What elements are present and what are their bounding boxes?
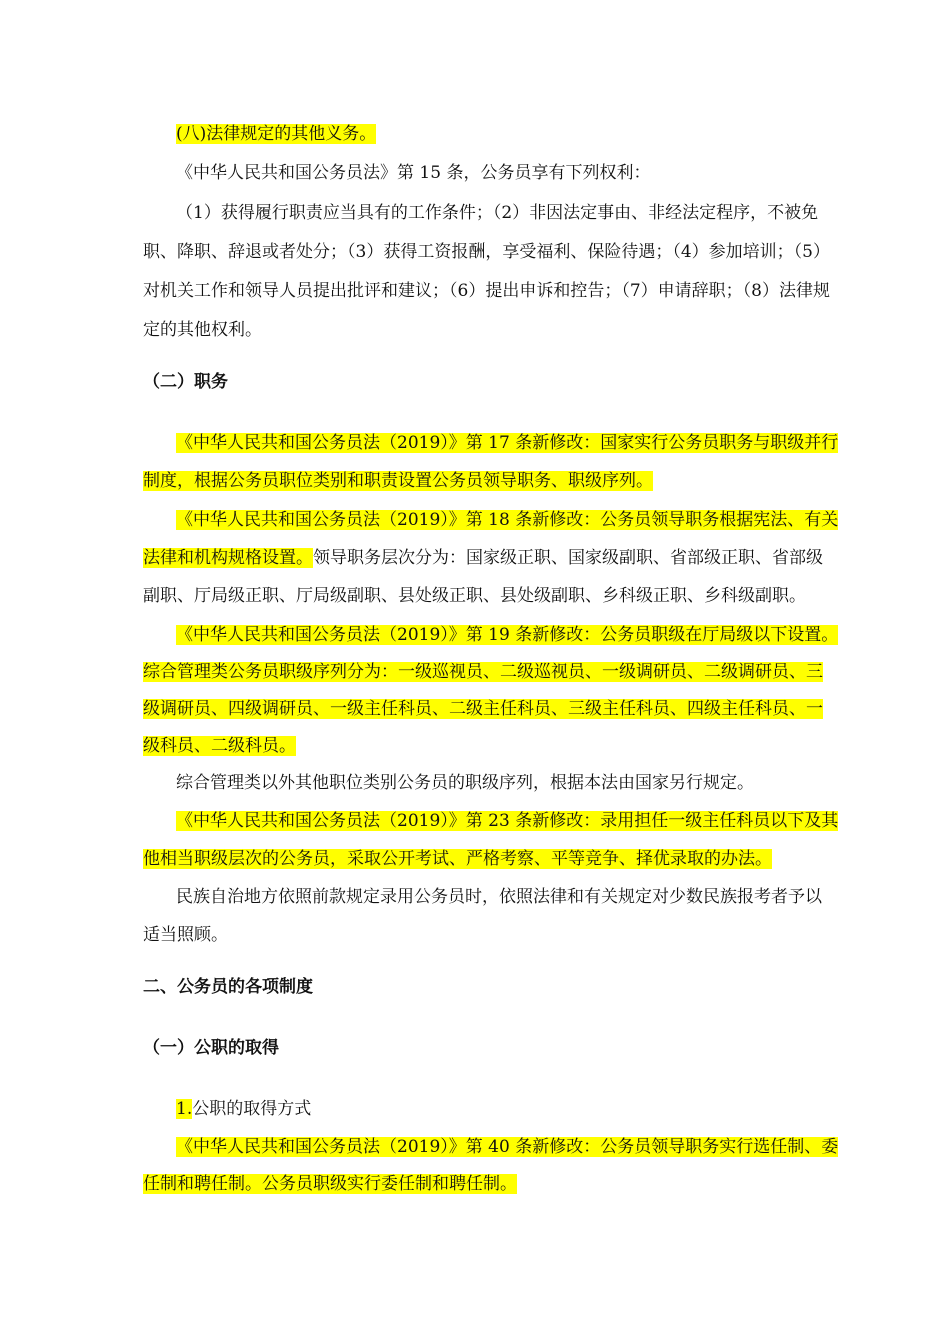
highlighted-text: 级科员、二级科员。 xyxy=(143,736,296,756)
heading-duties: （二）职务 xyxy=(143,372,228,392)
heading-section-2: 二、公务员的各项制度 xyxy=(143,977,313,997)
paragraph-art40-line-2 xyxy=(143,1173,517,1195)
paragraph-art17-line-2 xyxy=(143,470,653,492)
highlighted-number: 1. xyxy=(176,1099,193,1119)
paragraph-ethnic-line-1: 民族自治地方依照前款规定录用公务员时，依照法律和有关规定对少数民族报考者予以 xyxy=(176,887,822,907)
highlighted-text: 《中华人民共和国公务员法（2019）》第 17 条新修改：国家实行公务员职务与职级并行 xyxy=(176,433,839,453)
highlighted-text: 综合管理类公务员职级序列分为：一级巡视员、二级巡视员、一级调研员、二级调研员、三 xyxy=(143,662,823,682)
paragraph-obtaining-methods xyxy=(176,1098,311,1120)
highlighted-text: 法律和机构规格设置。 xyxy=(143,548,313,568)
paragraph-rights-line-2: 职、降职、辞退或者处分；（3）获得工资报酬，享受福利、保险待遇；（4）参加培训；（5） xyxy=(143,242,830,262)
paragraph-other-categories: 综合管理类以外其他职位类别公务员的职级序列，根据本法由国家另行规定。 xyxy=(176,773,754,793)
paragraph-rights-line-3: 对机关工作和领导人员提出批评和建议；（6）提出申诉和控告；（7）申请辞职；（8）法律规 xyxy=(143,281,830,301)
highlighted-text: 级调研员、四级调研员、一级主任科员、二级主任科员、三级主任科员、四级主任科员、一 xyxy=(143,699,823,719)
paragraph-art23-line-2 xyxy=(143,848,772,870)
plain-text: 公职的取得方式 xyxy=(192,1099,312,1119)
paragraph-art17-line-1 xyxy=(176,432,838,454)
highlighted-text: 《中华人民共和国公务员法（2019）》第 40 条新修改：公务员领导职务实行选任制、委 xyxy=(176,1137,839,1157)
paragraph-ethnic-line-2: 适当照顾。 xyxy=(143,925,228,945)
paragraph-art19-line-4 xyxy=(143,735,296,757)
highlighted-text: 《中华人民共和国公务员法（2019）》第 18 条新修改：公务员领导职务根据宪法、有关 xyxy=(176,510,839,530)
paragraph-obligation-8 xyxy=(176,123,376,145)
paragraph-art40-line-1 xyxy=(176,1136,838,1158)
highlighted-text: 《中华人民共和国公务员法（2019）》第 19 条新修改：公务员职级在厅局级以下设置。 xyxy=(176,625,839,645)
paragraph-art19-line-3 xyxy=(143,698,823,720)
paragraph-art18-line-1 xyxy=(176,509,838,531)
paragraph-rights-intro: 《中华人民共和国公务员法》第 15 条，公务员享有下列权利： xyxy=(176,163,651,183)
highlighted-text: 他相当职级层次的公务员，采取公开考试、严格考察、平等竞争、择优录取的办法。 xyxy=(143,849,772,869)
highlighted-text: (八)法律规定的其他义务。 xyxy=(176,124,377,144)
highlighted-text: 《中华人民共和国公务员法（2019）》第 23 条新修改：录用担任一级主任科员以下及其 xyxy=(176,811,839,831)
paragraph-rights-line-4: 定的其他权利。 xyxy=(143,320,262,340)
paragraph-rights-line-1: （1）获得履行职责应当具有的工作条件；（2）非因法定事由、非经法定程序，不被免 xyxy=(176,203,819,223)
highlighted-text: 制度，根据公务员职位类别和职责设置公务员领导职务、职级序列。 xyxy=(143,471,653,491)
highlighted-text: 任制和聘任制。公务员职级实行委任制和聘任制。 xyxy=(143,1174,517,1194)
paragraph-art19-line-1 xyxy=(176,624,838,646)
heading-obtaining-office: （一）公职的取得 xyxy=(143,1038,279,1058)
paragraph-art23-line-1 xyxy=(176,810,838,832)
paragraph-art18-line-2 xyxy=(143,547,823,569)
paragraph-art19-line-2 xyxy=(143,661,823,683)
paragraph-art18-line-3: 副职、厅局级正职、厅局级副职、县处级正职、县处级副职、乡科级正职、乡科级副职。 xyxy=(143,586,806,606)
plain-text: 领导职务层次分为：国家级正职、国家级副职、省部级正职、省部级 xyxy=(313,548,823,568)
